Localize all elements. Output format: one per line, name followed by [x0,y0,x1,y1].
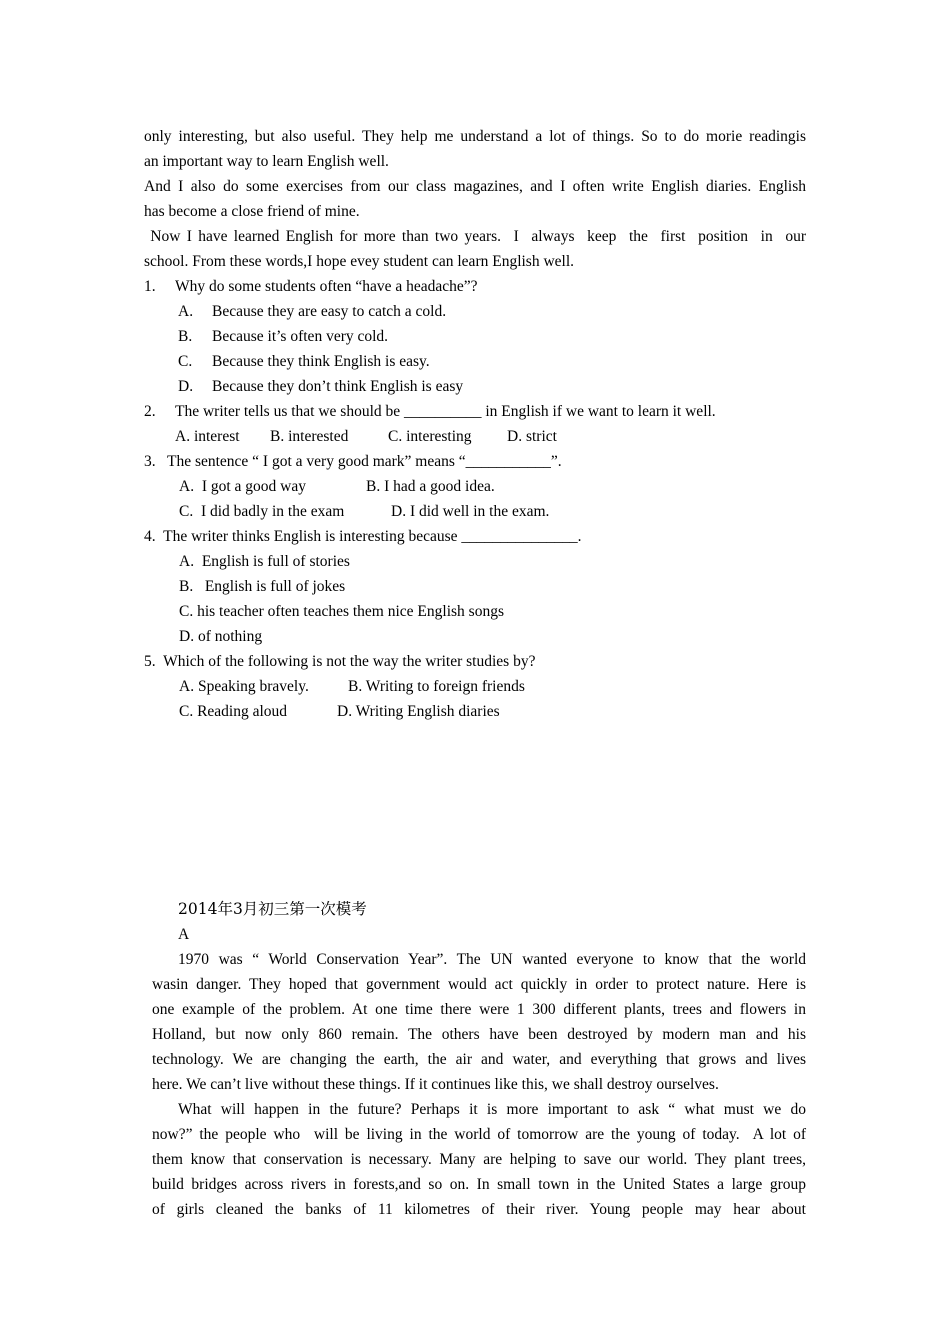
option-text: Because they don’t think English is easy [212,378,464,395]
text-line: wasin danger. They hoped that government would act quickly in order to protect nature. Here is [152,976,806,993]
question-5-text: 5. Which of the following is not the way the writer studies by? [144,653,536,670]
text-line: one example of the problem. At one time there were 1 300 different plants, trees and flowers in [152,1001,806,1018]
option: C. Reading aloud [179,703,288,720]
option-text: Because they are easy to catch a cold. [212,303,447,320]
text-line: here. We can’t live without these things. If it continues like this, we shall destroy ourselves. [152,1076,719,1093]
text-line: 1970 was “ World Conservation Year”. The UN wanted everyone to know that the world [178,951,806,968]
text-line: Now I have learned English for more than two years. I always keep the first position in our [144,228,806,245]
question-4-text: 4. The writer thinks English is interesting because _______________. [144,528,582,545]
option: D. Writing English diaries [337,703,500,720]
option-text: Because it’s often very cold. [212,328,389,345]
option: D. of nothing [179,628,263,645]
option-letter: C. [178,353,193,370]
option: D. I did well in the exam. [391,503,550,520]
text-line: Holland, but now only 860 remain. The others have been destroyed by modern man and his [152,1026,806,1043]
option: B. English is full of jokes [179,578,346,595]
section2-paragraph-2 [152,1097,806,1222]
text-line: them know that conservation is necessary. Many are helping to save our world. They plant trees, [152,1151,806,1168]
text-line: has become a close friend of mine. [144,203,360,220]
option-letter: A. [178,303,194,320]
option: C. interesting [388,428,472,445]
text-line: only interesting, but also useful. They help me understand a lot of things. So to do morie readingis [144,128,806,145]
passage-paragraph-3 [144,224,806,274]
text-line: an important way to learn English well. [144,153,389,170]
passage-paragraph-2 [144,174,806,224]
option: B. I had a good idea. [366,478,495,495]
option: C. his teacher often teaches them nice English songs [179,603,504,620]
question-3-text: 3. The sentence “ I got a very good mark” means “___________”. [144,453,562,470]
text-line: What will happen in the future? Perhaps it is more important to ask “ what must we do [178,1101,806,1118]
question-1-number: 1. [144,278,156,295]
text-line: technology. We are changing the earth, the air and water, and everything that grows and lives [152,1051,806,1068]
text-line: build bridges across rivers in forests,and so on. In small town in the United States a large group [152,1176,806,1193]
option-letter: B. [178,328,193,345]
question-1-text: Why do some students often “have a headache”? [175,278,478,295]
option: C. I did badly in the exam [179,503,345,520]
question-2-number: 2. [144,403,156,420]
option-text: Because they think English is easy. [212,353,430,370]
option: B. interested [270,428,349,445]
question-2-text: The writer tells us that we should be __________ in English if we want to learn it well. [175,403,716,420]
text-line: now?” the people who will be living in the world of tomorrow are the young of today. A lot of [152,1126,806,1143]
text-line: of girls cleaned the banks of 11 kilometres of their river. Young people may hear about [152,1201,806,1218]
option: B. Writing to foreign friends [348,678,525,695]
option: A. interest [175,428,240,445]
text-line: And I also do some exercises from our class magazines, and I often write English diaries. English [144,178,806,195]
text-line: school. From these words,I hope evey student can learn English well. [144,253,575,270]
option-letter: D. [178,378,194,395]
passage-paragraph-1 [144,124,806,174]
section-heading: 2014年3月初三第一次模考 [178,900,367,918]
option: A. I got a good way [179,478,306,495]
option: D. strict [507,428,557,445]
option: A. Speaking bravely. [179,678,309,695]
option: A. English is full of stories [179,553,350,570]
section2-paragraph-1 [152,947,806,1097]
section-label: A [178,926,190,943]
